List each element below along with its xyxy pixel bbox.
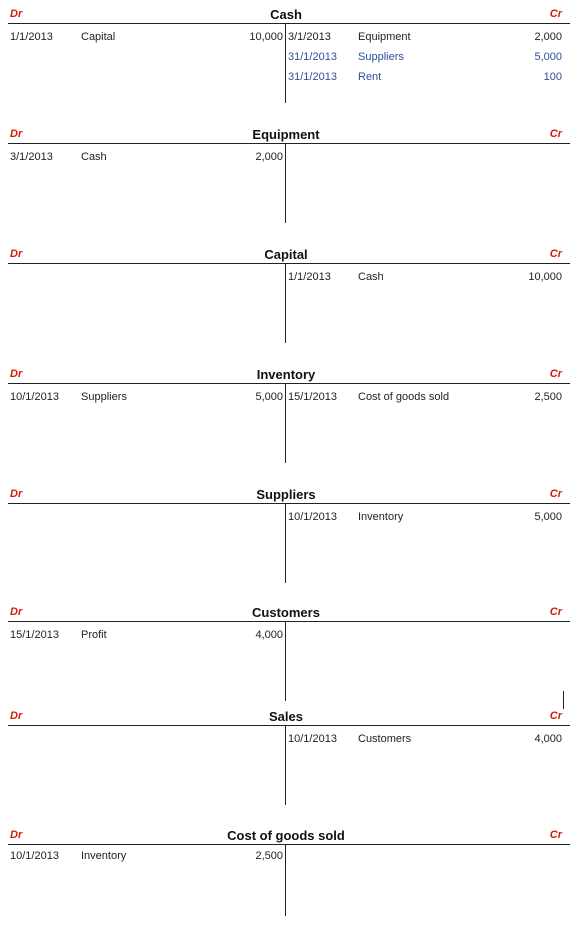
entry-amount: 4,000 [255,629,283,641]
credit-label: Cr [549,488,562,500]
credit-entry [288,729,562,749]
credit-label: Cr [549,128,562,140]
account-title: Customers [252,605,320,620]
entry-amount: 10,000 [528,271,562,283]
entry-description: Customers [358,733,412,745]
t-account-divider [285,621,286,701]
entry-description: Profit [81,629,107,641]
t-account-top-line [8,725,570,726]
entry-amount: 5,000 [534,511,562,523]
debit-label: Dr [10,8,23,20]
t-account-divider [285,263,286,343]
credit-entry [288,387,562,407]
account-title: Equipment [252,127,320,142]
debit-label: Dr [10,488,23,500]
debit-entry [10,27,283,47]
debit-label: Dr [10,248,23,260]
entry-amount: 2,000 [534,31,562,43]
entry-description: Capital [81,31,116,43]
entry-date: 3/1/2013 [10,151,53,163]
t-account-top-line [8,263,570,264]
entry-description: Rent [358,71,382,83]
credit-label: Cr [549,248,562,260]
credit-entry [288,27,562,47]
t-account-cost-of-goods-sold [0,821,576,941]
t-account-cash [0,0,576,120]
debit-entry [10,625,283,645]
account-title: Suppliers [256,487,316,502]
entry-date: 1/1/2013 [10,31,53,43]
credit-label: Cr [549,606,562,618]
entry-date: 31/1/2013 [288,51,337,63]
t-account-top-line [8,143,570,144]
credit-entry [288,507,562,527]
account-title: Inventory [256,367,316,382]
entry-amount: 2,500 [534,391,562,403]
entry-description: Cash [358,271,384,283]
credit-label: Cr [549,8,562,20]
entry-date: 15/1/2013 [288,391,337,403]
t-account-divider [285,503,286,583]
entry-amount: 4,000 [534,733,562,745]
t-account-top-line [8,23,570,24]
entry-date: 10/1/2013 [288,511,337,523]
credit-entry [288,67,562,87]
t-account-top-line [8,621,570,622]
entry-amount: 100 [543,71,562,83]
entry-amount: 5,000 [534,51,562,63]
debit-label: Dr [10,128,23,140]
entry-date: 10/1/2013 [288,733,337,745]
t-account-divider [285,383,286,463]
entry-date: 10/1/2013 [10,391,59,403]
debit-label: Dr [10,710,23,722]
debit-label: Dr [10,606,23,618]
entry-description: Inventory [358,511,404,523]
debit-entry [10,147,283,167]
entry-amount: 10,000 [249,31,283,43]
credit-label: Cr [549,829,562,841]
debit-entry [10,387,283,407]
entry-description: Equipment [358,31,411,43]
account-title: Cost of goods sold [227,828,345,843]
credit-label: Cr [549,710,562,722]
account-title: Sales [269,709,303,724]
t-account-customers [0,598,576,718]
debit-label: Dr [10,829,23,841]
t-account-divider [285,844,286,916]
debit-entry [10,846,283,866]
t-account-equipment [0,120,576,240]
t-account-inventory [0,360,576,480]
credit-label: Cr [549,368,562,380]
t-account-divider [285,143,286,223]
t-account-sales [0,702,576,822]
entry-description: Cost of goods sold [358,391,450,403]
account-title: Cash [270,7,302,22]
entry-date: 3/1/2013 [288,31,331,43]
t-account-top-line [8,383,570,384]
entry-amount: 2,500 [255,850,283,862]
t-account-top-line [8,503,570,504]
account-title: Capital [264,247,308,262]
t-account-divider [285,725,286,805]
entry-description: Suppliers [358,51,404,63]
t-account-capital [0,240,576,360]
entry-description: Cash [81,151,107,163]
t-account-suppliers [0,480,576,600]
entry-amount: 5,000 [255,391,283,403]
credit-entry [288,267,562,287]
entry-date: 15/1/2013 [10,629,59,641]
entry-description: Suppliers [81,391,127,403]
entry-date: 31/1/2013 [288,71,337,83]
entry-date: 10/1/2013 [10,850,59,862]
entry-date: 1/1/2013 [288,271,331,283]
entry-description: Inventory [81,850,127,862]
entry-amount: 2,000 [255,151,283,163]
credit-entry [288,47,562,67]
t-account-divider [285,23,286,103]
debit-label: Dr [10,368,23,380]
t-account-top-line [8,844,570,845]
